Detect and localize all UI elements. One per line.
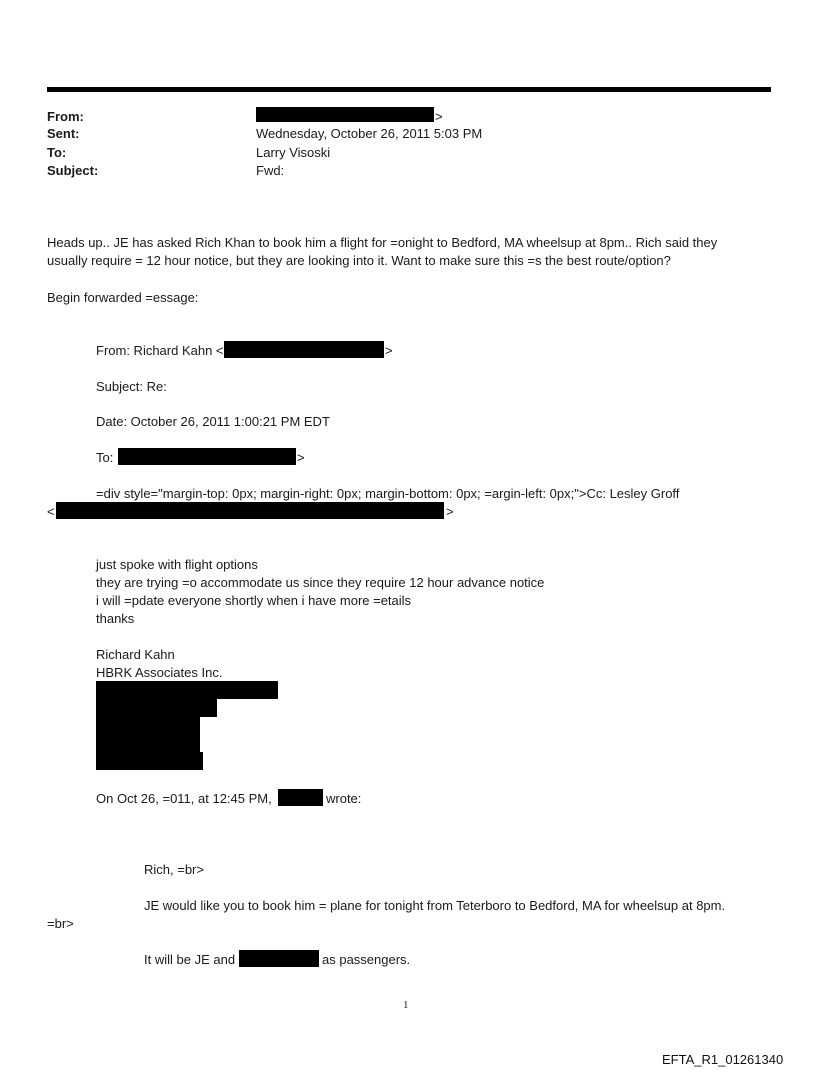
document-id: EFTA_R1_01261340 xyxy=(662,1052,784,1067)
from-suffix: > xyxy=(435,109,443,124)
quoted-line-2-suffix: as passengers. xyxy=(322,952,411,967)
fwd-to-suffix: > xyxy=(297,450,305,465)
redaction-from xyxy=(256,107,434,122)
body-line-2: usually require = 12 hour notice, but they are looking into it. Want to make sure this =s the best route/option? xyxy=(47,253,671,268)
quoted-greeting: Rich, =br> xyxy=(144,862,204,877)
fwd-to-prefix: To: xyxy=(96,450,114,465)
quoted-line-2-prefix: It will be JE and xyxy=(144,952,236,967)
page-number: 1 xyxy=(403,999,409,1011)
redaction-fwd-cc xyxy=(56,502,444,519)
msg-line-1: just spoke with flight options xyxy=(96,557,258,572)
top-rule xyxy=(47,87,771,92)
msg-line-4: thanks xyxy=(96,611,135,626)
subject-label: Subject: xyxy=(47,163,99,178)
to-value: Larry Visoski xyxy=(256,145,331,160)
redaction-sig-3 xyxy=(96,717,200,735)
redaction-fwd-from xyxy=(224,341,384,358)
signature-name: Richard Kahn xyxy=(96,647,175,662)
quoted-br: =br> xyxy=(47,916,74,931)
body-line-1: Heads up.. JE has asked Rich Khan to book him a flight for =onight to Bedford, MA wheelsup at 8pm.. Rich said they xyxy=(47,235,718,250)
redaction-sig-5 xyxy=(96,752,203,770)
redaction-fwd-to xyxy=(118,448,296,465)
fwd-cc-line: =div style="margin-top: 0px; margin-right: 0px; margin-bottom: 0px; =argin-left: 0px;">Cc: Lesley Groff xyxy=(96,486,680,501)
redaction-sig-1 xyxy=(96,681,278,699)
redaction-sig-4 xyxy=(96,735,200,753)
fwd-from-prefix: From: Richard Kahn < xyxy=(96,343,224,358)
from-label: From: xyxy=(47,109,84,124)
fwd-cc-prefix: < xyxy=(47,504,55,519)
redaction-sig-2 xyxy=(96,699,217,717)
sent-label: Sent: xyxy=(47,126,80,141)
on-date-suffix: wrote: xyxy=(326,791,362,806)
on-date-prefix: On Oct 26, =011, at 12:45 PM, xyxy=(96,791,272,806)
fwd-cc-suffix: > xyxy=(446,504,454,519)
begin-forwarded: Begin forwarded =essage: xyxy=(47,290,199,305)
fwd-from-suffix: > xyxy=(385,343,393,358)
fwd-subject: Subject: Re: xyxy=(96,379,167,394)
msg-line-3: i will =pdate everyone shortly when i have more =etails xyxy=(96,593,412,608)
quoted-line-1: JE would like you to book him = plane for tonight from Teterboro to Bedford, MA for wheelsup at 8pm. xyxy=(144,898,726,913)
sent-value: Wednesday, October 26, 2011 5:03 PM xyxy=(256,126,483,141)
redaction-passenger xyxy=(239,950,319,967)
signature-company: HBRK Associates Inc. xyxy=(96,665,223,680)
msg-line-2: they are trying =o accommodate us since they require 12 hour advance notice xyxy=(96,575,545,590)
subject-value: Fwd: xyxy=(256,163,285,178)
fwd-date: Date: October 26, 2011 1:00:21 PM EDT xyxy=(96,414,330,429)
redaction-on-name xyxy=(278,789,323,806)
to-label: To: xyxy=(47,145,67,160)
